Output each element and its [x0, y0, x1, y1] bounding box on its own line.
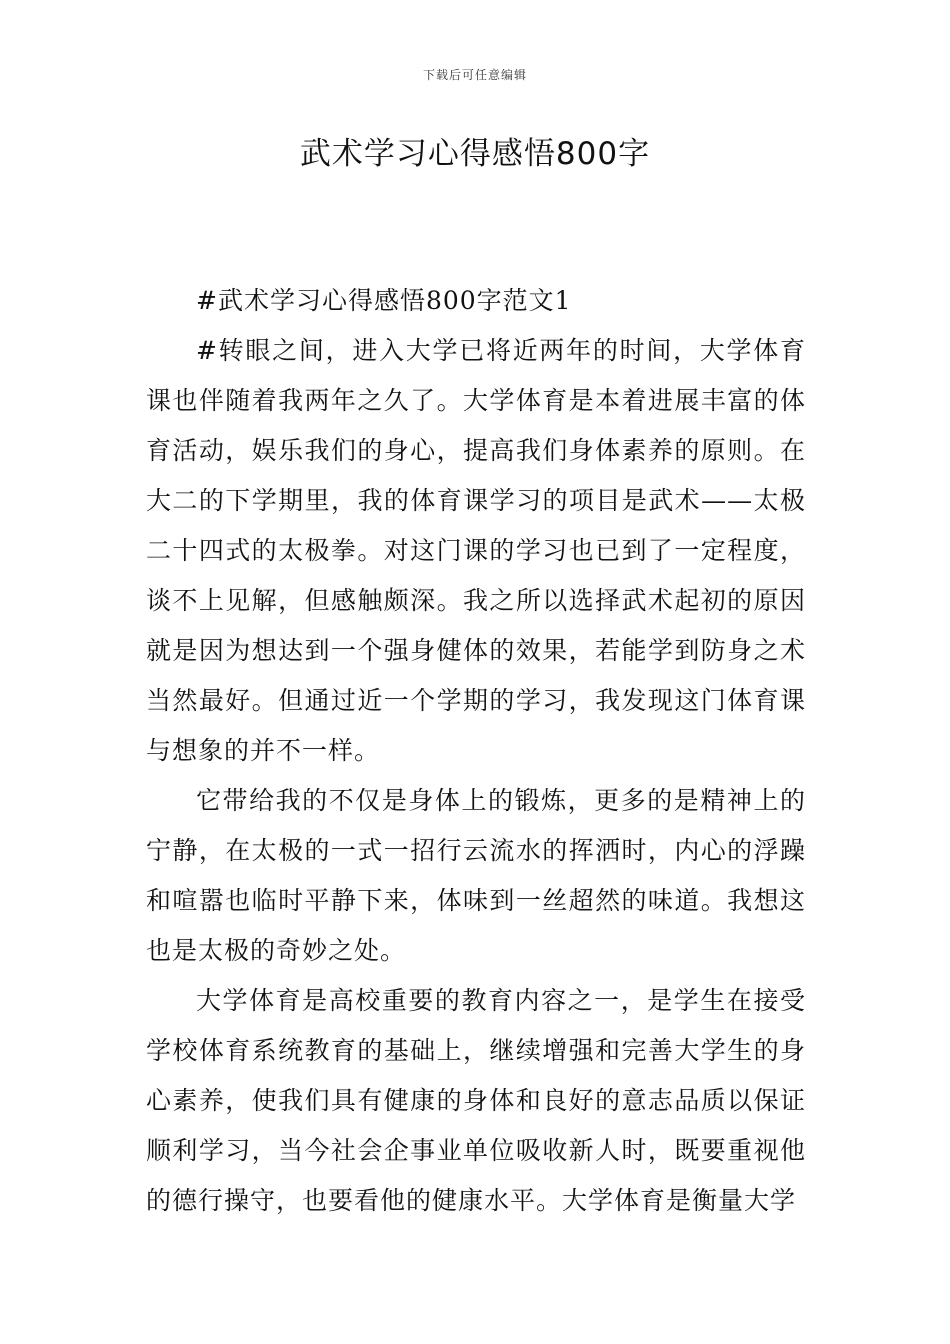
- document-body: [146, 276, 806, 1226]
- paragraph: 大学体育是高校重要的教育内容之一，是学生在接受学校体育系统教育的基础上，继续增强和完善大学生的身心素养，使我们具有健康的身体和良好的意志品质以保证顺利学习，当今社会企事业单位吸收新人时，既要重视他的德行操守，也要看他的健康水平。大学体育是衡量大学: [146, 986, 806, 1215]
- paragraph-heading: #武术学习心得感悟800字范文1: [196, 286, 572, 315]
- header-note: 下载后可任意编辑: [422, 68, 527, 82]
- paragraph: 它带给我的不仅是身体上的锻炼，更多的是精神上的宁静，在太极的一式一招行云流水的挥洒时，内心的浮躁和喧嚣也临时平静下来，体味到一丝超然的味道。我想这也是太极的奇妙之处。: [146, 786, 806, 965]
- document-title: 武术学习心得感悟800字: [299, 136, 651, 172]
- paragraph: #转眼之间，进入大学已将近两年的时间，大学体育课也伴随着我两年之久了。大学体育是本着进展丰富的体育活动，娱乐我们的身心，提高我们身体素养的原则。在大二的下学期里，我的体育课学习的项目是武术——太极二十四式的太极拳。对这门课的学习也已到了一定程度，谈不上见解，但感触颇深。我之所以选择武术起初的原因就是因为想达到一个强身健体的效果，若能学到防身之术当然最好。但通过近一个学期的学习，我发现这门体育课与想象的并不一样。: [146, 336, 806, 765]
